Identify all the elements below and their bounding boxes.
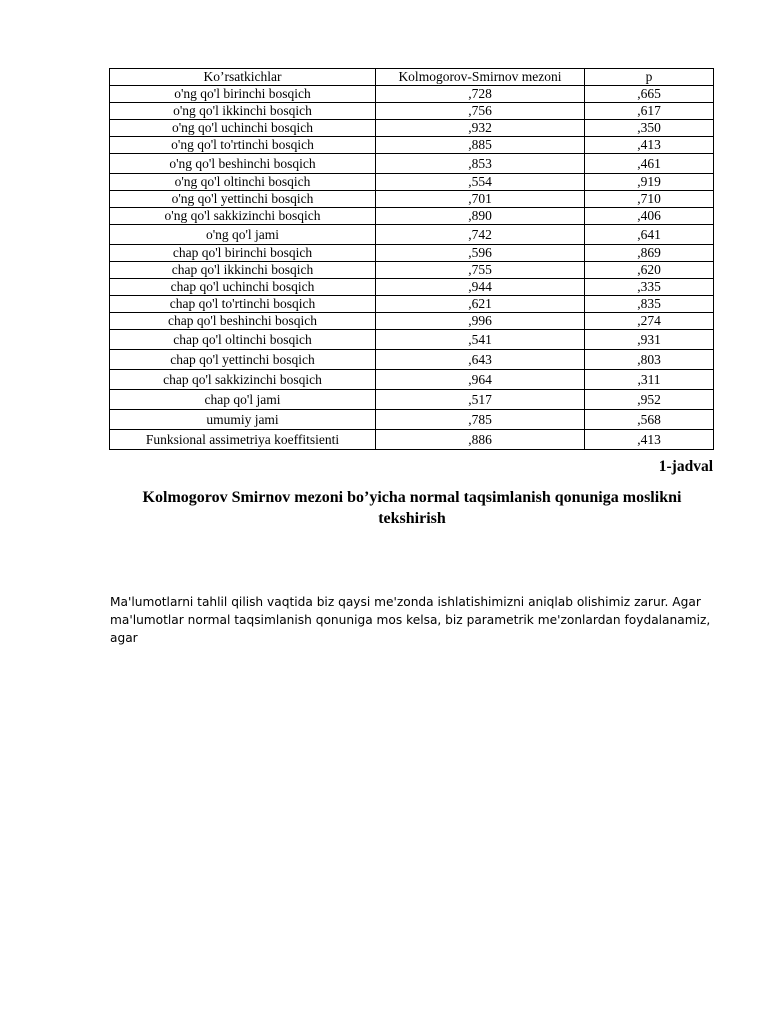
indicator-cell: chap qo'l yettinchi bosqich <box>110 350 376 370</box>
ks-value-cell: ,554 <box>376 174 585 191</box>
table-row <box>110 262 714 279</box>
p-value-cell: ,919 <box>585 174 714 191</box>
table-row <box>110 370 714 390</box>
ks-value-cell: ,944 <box>376 279 585 296</box>
header-p-value: p <box>585 69 714 86</box>
ks-results-table <box>109 68 714 450</box>
indicator-cell: chap qo'l oltinchi bosqich <box>110 330 376 350</box>
table-row <box>110 120 714 137</box>
ks-value-cell: ,932 <box>376 120 585 137</box>
table-row <box>110 174 714 191</box>
indicator-cell: o'ng qo'l oltinchi bosqich <box>110 174 376 191</box>
table-row <box>110 245 714 262</box>
p-value-cell: ,641 <box>585 225 714 245</box>
indicator-cell: o'ng qo'l sakkizinchi bosqich <box>110 208 376 225</box>
ks-value-cell: ,996 <box>376 313 585 330</box>
ks-value-cell: ,886 <box>376 430 585 450</box>
ks-value-cell: ,517 <box>376 390 585 410</box>
p-value-cell: ,406 <box>585 208 714 225</box>
p-value-cell: ,620 <box>585 262 714 279</box>
header-ks-statistic: Kolmogorov-Smirnov mezoni <box>376 69 585 86</box>
table-row <box>110 350 714 370</box>
p-value-cell: ,710 <box>585 191 714 208</box>
indicator-cell: o'ng qo'l uchinchi bosqich <box>110 120 376 137</box>
table-row <box>110 330 714 350</box>
table-row <box>110 313 714 330</box>
ks-value-cell: ,885 <box>376 137 585 154</box>
indicator-cell: chap qo'l beshinchi bosqich <box>110 313 376 330</box>
indicator-cell: o'ng qo'l beshinchi bosqich <box>110 154 376 174</box>
indicator-cell: o'ng qo'l ikkinchi bosqich <box>110 103 376 120</box>
indicator-cell: chap qo'l birinchi bosqich <box>110 245 376 262</box>
ks-value-cell: ,541 <box>376 330 585 350</box>
table-row <box>110 296 714 313</box>
indicator-cell: chap qo'l jami <box>110 390 376 410</box>
indicator-cell: o'ng qo'l birinchi bosqich <box>110 86 376 103</box>
table-row <box>110 225 714 245</box>
ks-value-cell: ,755 <box>376 262 585 279</box>
indicator-cell: umumiy jami <box>110 410 376 430</box>
body-paragraph <box>110 593 720 647</box>
indicator-cell: chap qo'l sakkizinchi bosqich <box>110 370 376 390</box>
paragraph-line: ma'lumotlar normal taqsimlanish qonuniga mos kelsa, biz parametrik me'zonlardan foydalanamiz, agar <box>110 613 711 645</box>
ks-value-cell: ,785 <box>376 410 585 430</box>
ks-value-cell: ,742 <box>376 225 585 245</box>
ks-value-cell: ,853 <box>376 154 585 174</box>
p-value-cell: ,869 <box>585 245 714 262</box>
table-row <box>110 86 714 103</box>
table-row <box>110 279 714 296</box>
ks-value-cell: ,621 <box>376 296 585 313</box>
indicator-cell: chap qo'l ikkinchi bosqich <box>110 262 376 279</box>
table-row <box>110 191 714 208</box>
table-row <box>110 390 714 410</box>
ks-value-cell: ,701 <box>376 191 585 208</box>
paragraph-line: Ma'lumotlarni tahlil qilish vaqtida biz qaysi me'zonda ishlatishimizni aniqlab olishimiz zarur. Agar <box>110 595 701 609</box>
p-value-cell: ,665 <box>585 86 714 103</box>
indicator-cell: chap qo'l uchinchi bosqich <box>110 279 376 296</box>
p-value-cell: ,311 <box>585 370 714 390</box>
table-row <box>110 208 714 225</box>
p-value-cell: ,952 <box>585 390 714 410</box>
ks-value-cell: ,964 <box>376 370 585 390</box>
table-row <box>110 103 714 120</box>
table-number: 1-jadval <box>658 458 713 475</box>
table-row <box>110 137 714 154</box>
p-value-cell: ,350 <box>585 120 714 137</box>
p-value-cell: ,803 <box>585 350 714 370</box>
p-value-cell: ,335 <box>585 279 714 296</box>
indicator-cell: Funksional assimetriya koeffitsienti <box>110 430 376 450</box>
p-value-cell: ,274 <box>585 313 714 330</box>
indicator-cell: o'ng qo'l jami <box>110 225 376 245</box>
ks-value-cell: ,596 <box>376 245 585 262</box>
table-title: Kolmogorov Smirnov mezoni bo’yicha normal taqsimlanish qonuniga moslikni tekshirish <box>142 489 682 527</box>
ks-value-cell: ,890 <box>376 208 585 225</box>
ks-value-cell: ,756 <box>376 103 585 120</box>
p-value-cell: ,568 <box>585 410 714 430</box>
table-row <box>110 430 714 450</box>
table-row <box>110 154 714 174</box>
p-value-cell: ,413 <box>585 430 714 450</box>
p-value-cell: ,931 <box>585 330 714 350</box>
p-value-cell: ,617 <box>585 103 714 120</box>
p-value-cell: ,413 <box>585 137 714 154</box>
ks-value-cell: ,643 <box>376 350 585 370</box>
p-value-cell: ,461 <box>585 154 714 174</box>
table-row <box>110 410 714 430</box>
ks-value-cell: ,728 <box>376 86 585 103</box>
indicator-cell: chap qo'l to'rtinchi bosqich <box>110 296 376 313</box>
table-header-row <box>110 69 714 86</box>
indicator-cell: o'ng qo'l to'rtinchi bosqich <box>110 137 376 154</box>
indicator-cell: o'ng qo'l yettinchi bosqich <box>110 191 376 208</box>
p-value-cell: ,835 <box>585 296 714 313</box>
header-indicators: Ko’rsatkichlar <box>110 69 376 86</box>
